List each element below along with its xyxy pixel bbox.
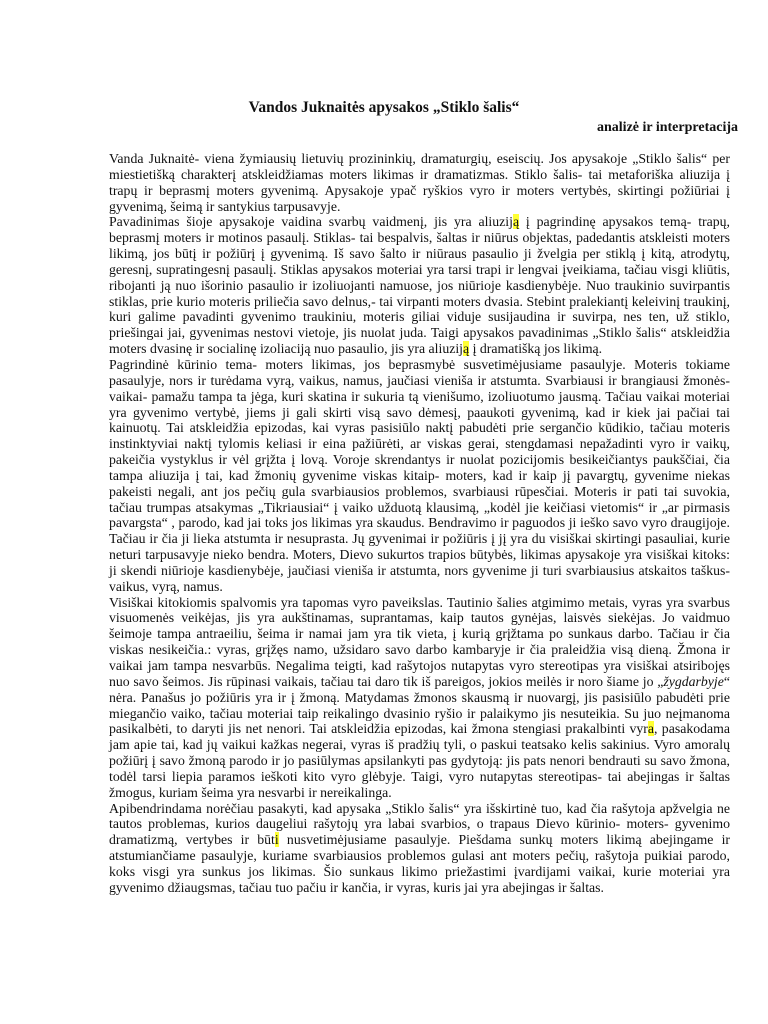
- paragraph-text: “ nėra. Panašus jo požiūris yra ir į žmoną. Matydamas žmonos skausmą ir nuovargį, jis pasisiūlo pabudėti prie miegančio vaiko, tačiau moteriai taip reikalingo dvasinio ryšio ir palaikymo jis nesuteikia. Su juo neįmanoma pasikalbėti, to daryti jis net nenori. Tai atskleidžia epizodas, kai žmona stengiasi prakalbinti vyr: [109, 673, 730, 737]
- paragraph: [109, 801, 730, 896]
- paragraph-text: į dramatišką jos likimą.: [469, 341, 603, 357]
- document-title: Vandos Juknaitės apysakos „Stiklo šalis“: [248, 99, 520, 116]
- highlighted-text: a: [647, 721, 655, 737]
- paragraph-text: Pagrindinė kūrinio tema- moters likimas, jos beprasmybė susvetimėjusiame pasaulyje. Moteris tokiame pasaulyje, nors ir turėdama vyrą, vaikus, namus, jaučiasi vieniša ir atstumta. Svarbiausi ir brangiausi žmonės- vaikai- pamažu tampa ta jėga, kuri skatina ir sukuria tą vienišumo, izoliuotumo jausmą. Tačiau vaikai moteriai yra gyvenimo vertybė, jiems ji gali skirti visą savo dėmesį, paaukoti gyvenimą, kad ir kiek jai pačiai tai kainuotų. Tai atskleidžia epizodas, kai vyras pasisiūlo naktį pabudėti prie sergančio kūdikio, tačiau moteris instinktyviai naktį tylomis keliasi ir eina pažiūrėti, ar viskas gerai, stengdamasi nepažadinti vyro ir vaikų, pakeičia vystyklus ir vėl grįžta į lovą. Voroje skrendantys ir nuolat pozicijomis besikeičiantys paukščiai, čia tampa aliuzija į tai, kad žmonių gyvenime viskas kitaip- moters, kad ir kaip jį pavargtų, gyvenime niekas pakeisti negali, ant jos pečių gula svarbiausios problemos, svarbiausi rūpesčiai. Moteris ir pati tai suvokia, tačiau trumpas atsakymas „Tikriausiai“ į vaiko užduotą klausimą, „kodėl jie keičiasi vietomis“ ir „ar pirmasis pavargsta“ , parodo, kad jai toks jos likimas yra skaudus. Bendravimo ir paguodos ji ieško savo vyro draugijoje. Tačiau ir čia ji lieka atstumta ir nesuprasta. Jų gyvenimai ir požiūris į jį yra du visiškai skirtingi pasauliai, kurie neturi tarpusavyje nieko bendra. Moters, Dievo sukurtos trapios būtybės, likimas apysakoje yra visiškai kitoks: ji skendi niūrioje kasdienybėje, jaučiasi vieniša ir atstumta, nors gyvenime ji turi svarbiausius atskaitos taškus-vaikus, vyrą, namus.: [109, 356, 730, 594]
- paragraph: [109, 357, 730, 595]
- highlighted-text: i: [274, 832, 279, 848]
- paragraph-text: Pavadinimas šioje apysakoje vaidina svarbų vaidmenį, jis yra aliuzij: [109, 214, 513, 230]
- paragraph: [109, 214, 730, 357]
- paragraph-text: Apibendrindama norėčiau pasakyti, kad apysaka „Stiklo šalis“ yra išskirtinė tuo, kad čia rašytoja apžvelgia ne tautos problemas, kurios daugeliui rašytojų yra labai svarbios, o trapaus Dievo kūrinio- moters- gyvenimo dramatizmą, vertybes ir būt: [109, 800, 730, 848]
- paragraph: [109, 151, 730, 214]
- paragraph: [109, 595, 730, 801]
- paragraph-text: , pasakodama jam apie tai, kad jų vaikui kažkas negerai, vyras iš pradžių tyli, o paskui teatsako kelis sakinius. Vyro amoralų požiūrį į savo žmoną parodo ir jo pasiūlymas apsilankyti pas gydytoją: jis pats nenori bendrauti su savo žmona, todėl tarsi liepia paramos ieškoti kito vyro glėbyje. Taigi, vyro nutapytas stereotipas- tai abejingas ir šaltas žmogus, kuriam šeima yra nesvarbi ir nereikalinga.: [109, 721, 730, 800]
- highlighted-text: ą: [463, 341, 470, 357]
- paragraph-text: Visiškai kitokiomis spalvomis yra tapomas vyro paveikslas. Tautinio šalies atgimimo metais, vyras yra svarbus visuomenės veikėjas, jis yra aukštinamas, suprantamas, kaip tautos gynėjas, laisvės siekėjas. Jo vaidmuo šeimoje tampa antraeiliu, šeima ir namai jam yra tik vieta, į kurią grįžtama po sunkaus darbo. Tačiau ir čia viskas nesikeičia.: vyras, grįžęs namo, užsidaro savo darbo kambaryje ir čia praleidžia visą dieną. Žmona ir vaikai jam tampa nesvarbūs. Negalima teigti, kad rašytojos nutapytas vyro stereotipas yra visiškai atsiribojęs nuo savo šeimos. Jis rūpinasi vaikais, tačiau tai daro tik iš pareigos, jokios meilės ir noro šiame jo „: [109, 594, 730, 689]
- italic-text: žygdarbyje: [663, 673, 724, 689]
- paragraph-text: į pagrindinę apysakos temą- trapų, beprasmį moters ir motinos pasaulį. Stiklas- tai bespalvis, šaltas ir niūrus objektas, padedantis atskleisti moters likimą, jos būtį ir požiūrį į gyvenimą. Iš savo šalto ir niūraus pasaulio ji žvelgia per stiklą į kitą, atrodytų, geresnį, supratingesnį pasaulį. Stiklas apysakos moteriai yra tarsi trapi ir lengvai įveikiama, tačiau visgi kliūtis, ribojanti ją nuo išorinio pasaulio ir izoliuojanti namuose, jos niūrioje kasdienybėje. Nuo traukinio suvirpantis stiklas, prie kurio moteris priliečia savo delnus,- tai virpanti moters dvasia. Stebint pralekiantį keleivinį traukinį, kuri galime pavadinti gyvenimo traukiniu, moteris giliai viduje susijaudina ir suvirpa, nes ten, už stiklo, priešingai jai, gyvenimas nestovi vietoje, jis nuolat juda. Taigi apysakos pavadinimas „Stiklo šalis“ atskleidžia moters dvasinę ir socialinę izoliaciją nuo pasaulio, jis yra aliuzij: [109, 214, 730, 357]
- document-subtitle: analizė ir interpretacija: [597, 120, 738, 135]
- document-body: [109, 151, 730, 896]
- paragraph-text: nusvetimėjusiame pasaulyje. Piešdama sunkų moters likimą abejingame ir atstumiančiame pasaulyje, kuriame svarbiausios problemos gulasi ant moters pečių, rašytoja puikiai parodo, koks visgi yra sunkus jos likimas. Šio sunkaus likimo priežastimi įvardijami vaikai, kurie moteriai yra gyvenimo džiaugsmas, tačiau tuo pačiu ir kančia, ir vyras, kuris jai yra abejingas ir šaltas.: [109, 832, 730, 895]
- highlighted-text: ą: [512, 214, 520, 230]
- paragraph-text: Vanda Juknaitė- viena žymiausių lietuvių prozininkių, dramaturgių, eseiscių. Jos apysakoje „Stiklo šalis“ per miestietišką charakterį atskleidžiamas moters likimas ir dramatizmas. Stiklo šalis- tai metaforiška aliuzija į trapų ir beprasmį moters gyvenimą. Apysakoje ypač ryškios vyro ir moters vertybės, skirtingi požiūriai į gyvenimą, šeimą ir santykius tarpusavyje.: [109, 151, 730, 214]
